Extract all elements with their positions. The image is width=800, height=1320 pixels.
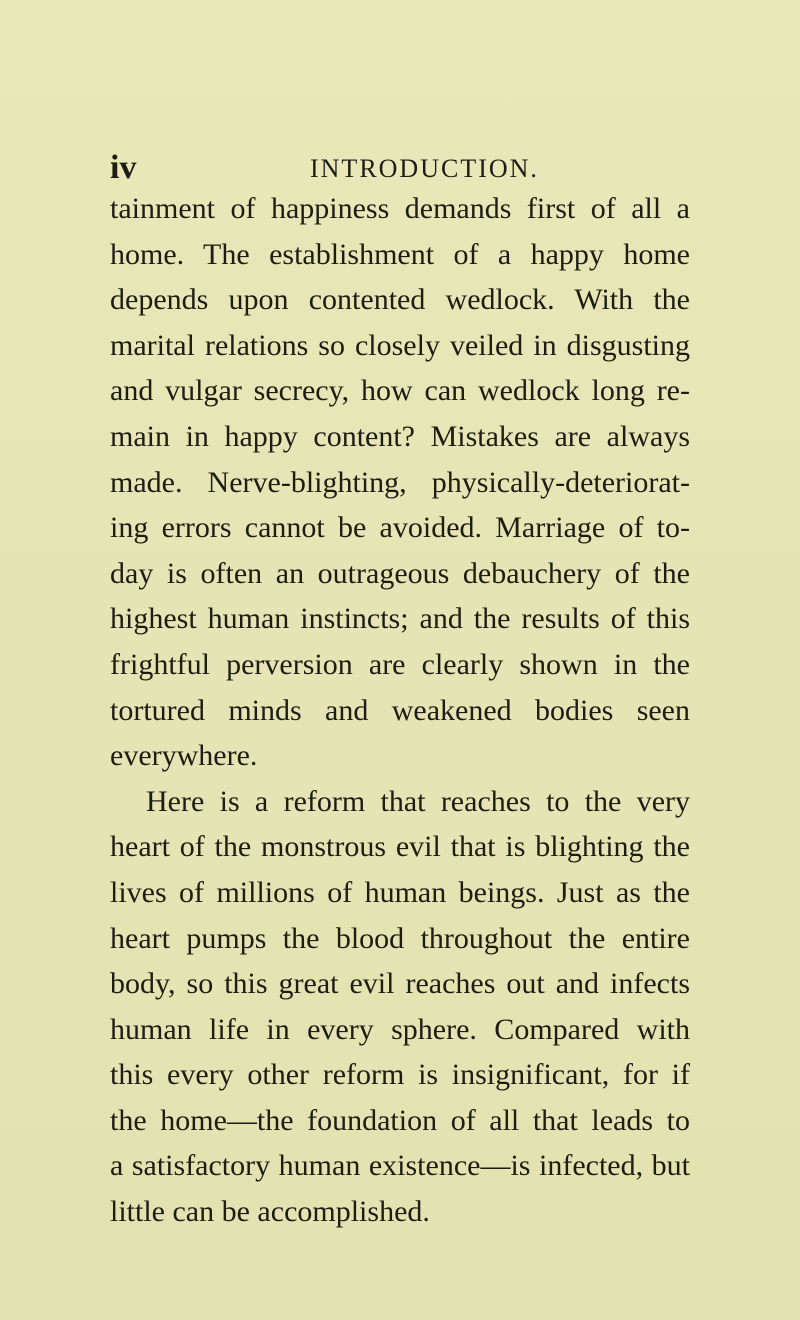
text-line: home. The establishment of a happy home bbox=[110, 237, 690, 271]
text-line: tortured minds and weakened bodies seen bbox=[110, 693, 690, 727]
running-title: INTRODUCTION. bbox=[310, 154, 539, 183]
body-text bbox=[110, 186, 690, 1235]
running-head bbox=[110, 148, 710, 188]
text-line: this every other reform is insignificant, for if bbox=[110, 1058, 690, 1092]
text-line: made. Nerve-blighting, physically-deteriorat- bbox=[110, 465, 690, 499]
text-line: heart of the monstrous evil that is blighting the bbox=[110, 830, 690, 864]
text-line: tainment of happiness demands first of all a bbox=[110, 192, 690, 225]
text-line: ing errors cannot be avoided. Marriage of to- bbox=[110, 511, 690, 545]
text-line: highest human instincts; and the results of this bbox=[110, 602, 690, 636]
text-line: day is often an outrageous debauchery of the bbox=[110, 556, 690, 590]
text-line: frightful perversion are clearly shown in the bbox=[110, 647, 690, 681]
paragraph-end-line: everywhere. bbox=[110, 739, 258, 773]
text-line: a satisfactory human existence—is infected, but bbox=[110, 1149, 690, 1183]
text-line: body, so this great evil reaches out and infects bbox=[110, 967, 690, 1001]
text-line: lives of millions of human beings. Just as the bbox=[110, 875, 690, 909]
text-line: heart pumps the blood throughout the entire bbox=[110, 921, 690, 955]
text-line: and vulgar secrecy, how can wedlock long re- bbox=[110, 374, 690, 408]
text-line: main in happy content? Mistakes are always bbox=[110, 419, 690, 453]
text-line: marital relations so closely veiled in disgusting bbox=[110, 328, 690, 362]
paragraph-end-line: little can be accomplished. bbox=[110, 1195, 430, 1229]
text-line: the home—the foundation of all that leads to bbox=[110, 1103, 690, 1137]
paragraph-first-line: Here is a reform that reaches to the very bbox=[146, 784, 690, 818]
page-number: iv bbox=[110, 149, 137, 186]
text-line: depends upon contented wedlock. With the bbox=[110, 283, 690, 317]
text-line: human life in every sphere. Compared with bbox=[110, 1012, 690, 1046]
